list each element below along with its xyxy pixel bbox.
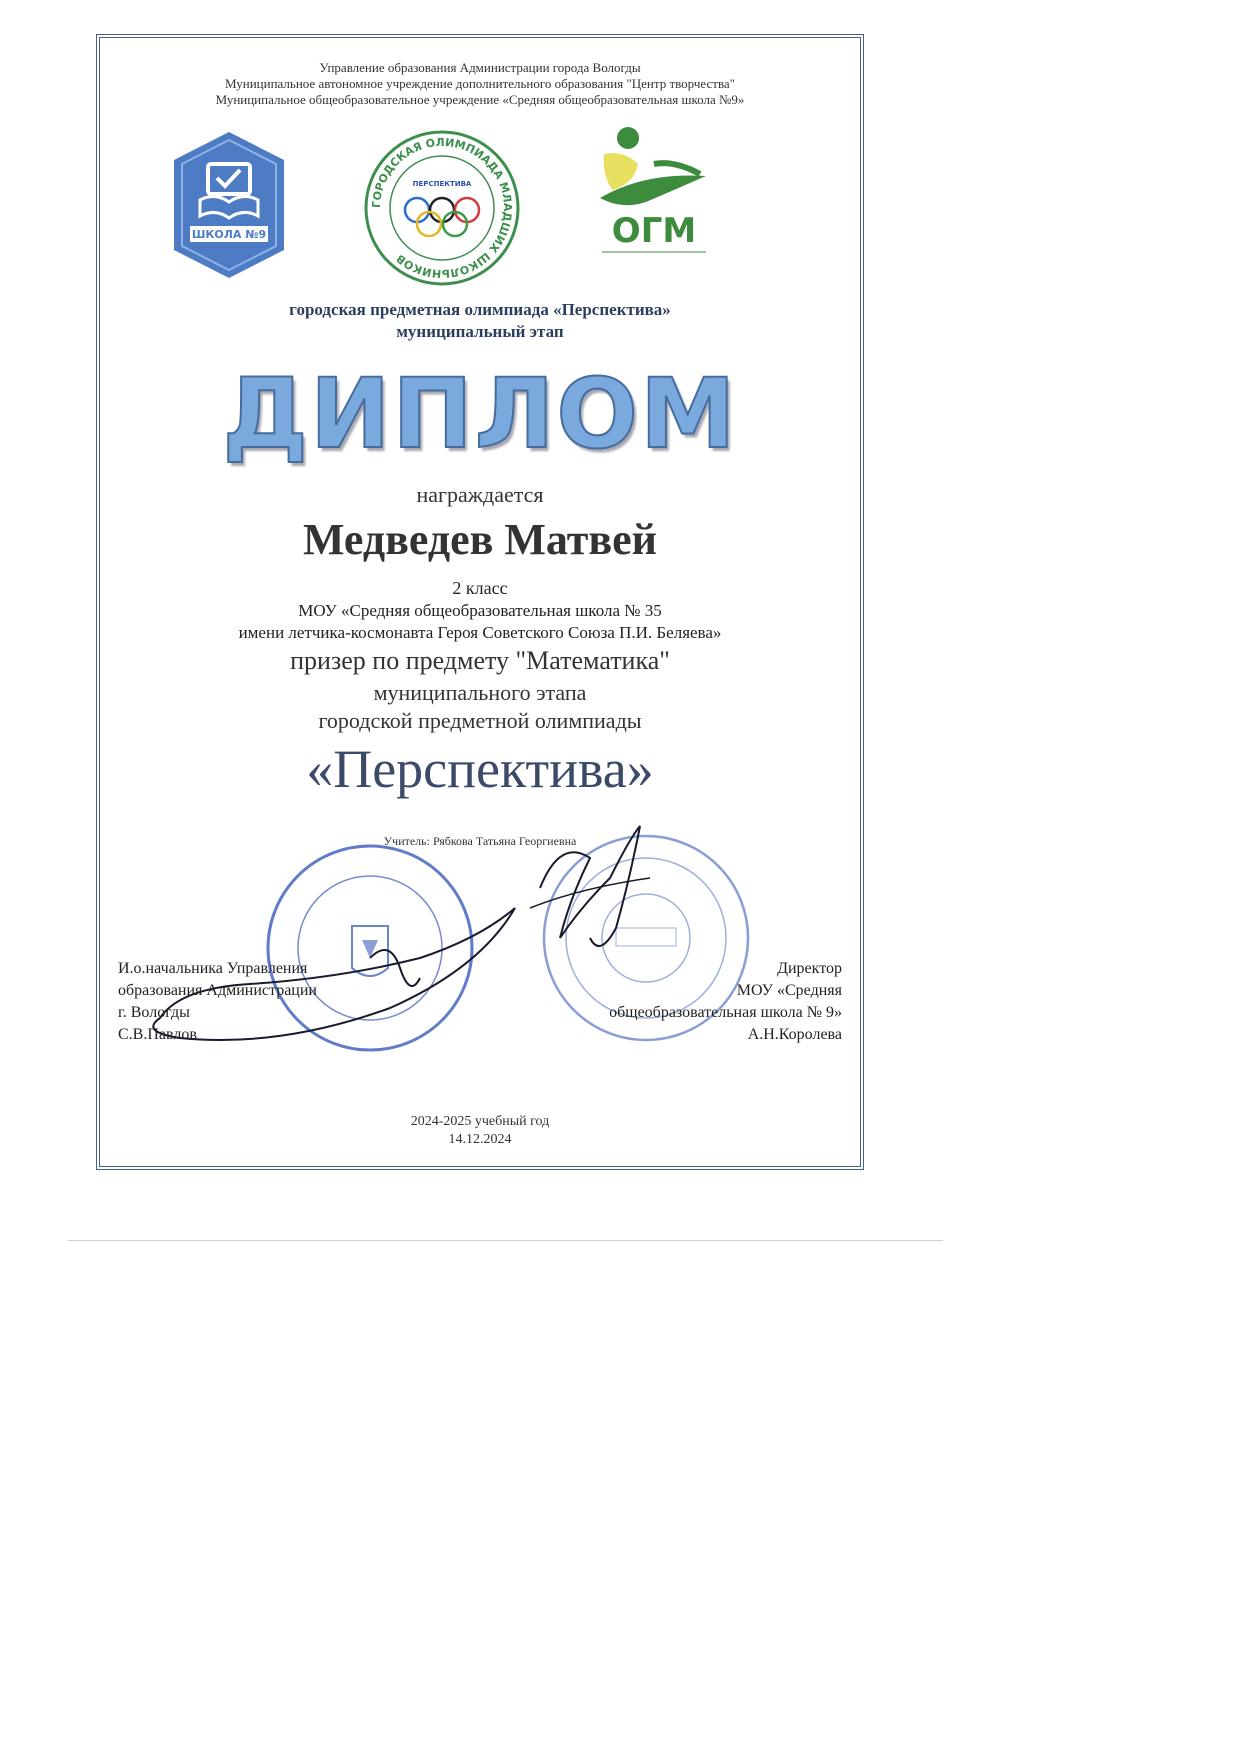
school-line-1: МОУ «Средняя общеобразовательная школа № 35 (298, 601, 662, 620)
stage-line-2: городской предметной олимпиады (318, 708, 642, 733)
diploma-title: ДИПЛОМ (222, 358, 738, 470)
school-logo-icon (170, 130, 288, 280)
page-divider (68, 1240, 943, 1241)
school-logo-label: ШКОЛА №9 (191, 228, 267, 241)
olympiad-line-2: муниципальный этап (396, 322, 564, 341)
left-signatory-line-2: образования Администрации (118, 982, 317, 999)
olympiad-emblem-text: ГОРОДСКАЯ ОЛИМПИАДА МЛАДШИХ ШКОЛЬНИКОВ (369, 135, 515, 281)
right-signatory-line-1: Директор (777, 960, 842, 977)
right-signatory (609, 958, 842, 1046)
right-signatory-line-4: А.Н.Королева (747, 1026, 842, 1043)
olympiad-line-1: городская предметная олимпиада «Перспектива» (289, 300, 671, 319)
ogm-logo-label: ОГМ (611, 211, 697, 251)
left-signatory-line-3: г. Вологды (118, 1004, 190, 1021)
teacher-text: Учитель: Рябкова Татьяна Георгиевна (383, 834, 577, 848)
school-line-2: имени летчика-космонавта Героя Советского Союза П.И. Беляева» (238, 623, 722, 642)
header-line-3: Муниципальное общеобразовательное учреждение «Средняя общеобразовательная школа №9» (215, 92, 745, 107)
olympiad-emblem-icon (362, 128, 522, 288)
right-signature-icon (520, 818, 680, 968)
right-signatory-line-2: МОУ «Средняя (736, 982, 842, 999)
olympiad-emblem-sub: ПЕРСПЕКТИВА (412, 180, 472, 188)
ogm-logo-icon (594, 124, 714, 264)
stage-line-1: муниципального этапа (373, 680, 587, 705)
left-signatory-line-1: И.о.начальника Управления (118, 960, 308, 977)
left-signatory (118, 958, 317, 1046)
olympiad-name: «Перспектива» (306, 739, 654, 799)
academic-year: 2024-2025 учебный год (410, 1114, 550, 1129)
awarded-text: награждается (416, 482, 544, 507)
diploma-frame (96, 34, 864, 1170)
prize-text: призер по предмету "Математика" (290, 646, 670, 675)
left-signatory-line-4: С.В.Павлов (118, 1026, 197, 1043)
grade-text: 2 класс (452, 578, 508, 598)
header-line-2: Муниципальное автономное учреждение дополнительного образования "Центр творчества" (225, 76, 735, 91)
recipient-name: Медведев Матвей (302, 515, 658, 564)
right-signatory-line-3: общеобразовательная школа № 9» (609, 1004, 842, 1021)
issue-date: 14.12.2024 (448, 1132, 512, 1147)
header-line-1: Управление образования Администрации города Вологды (319, 60, 641, 75)
